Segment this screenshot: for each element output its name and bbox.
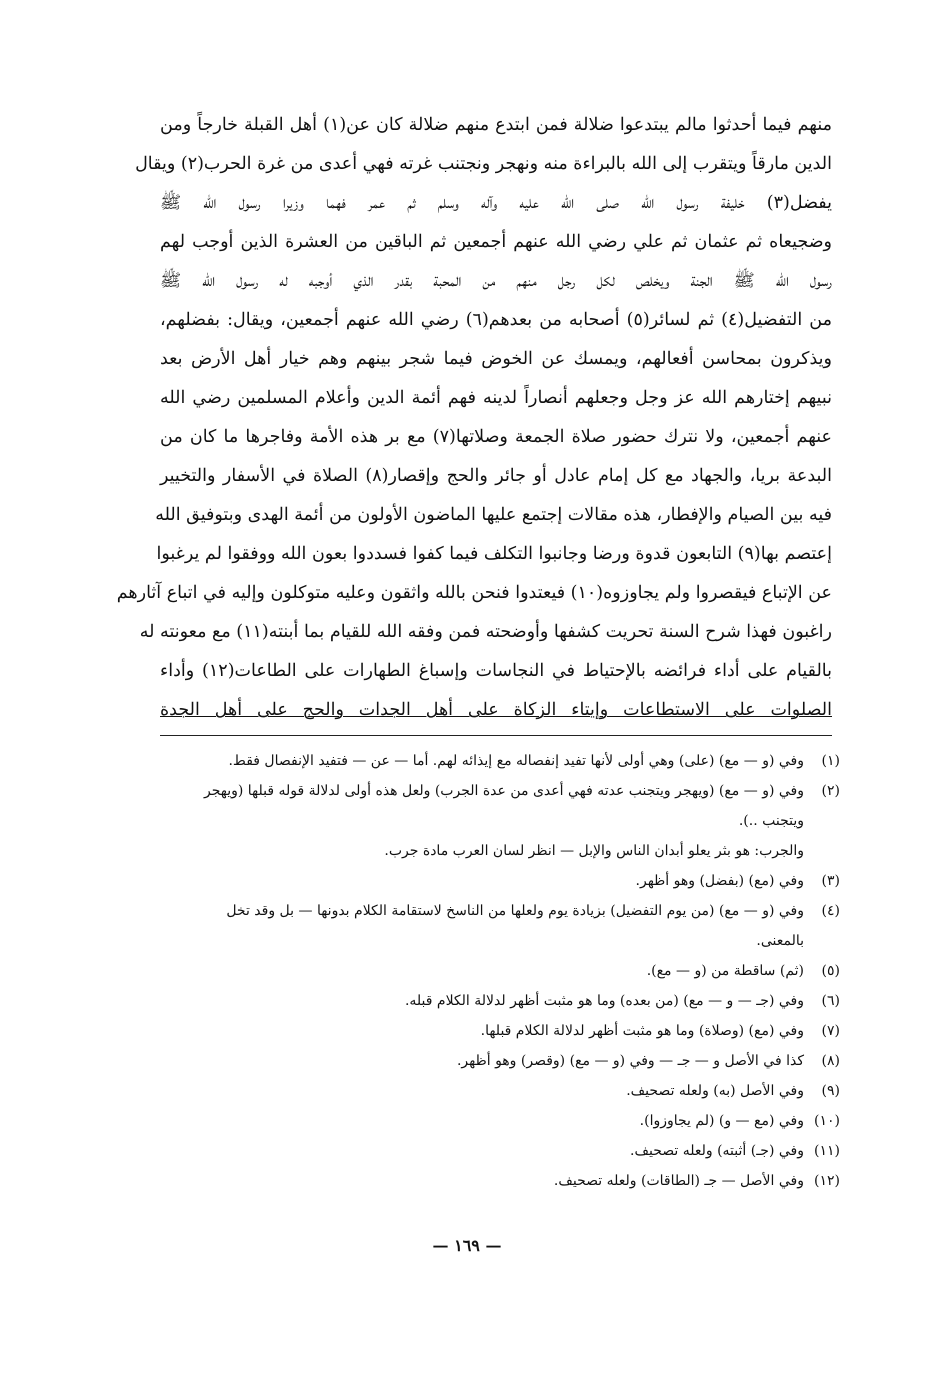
text-line: البدعة بريا، والجهاد مع كل إمام عادل أو جائر والحج وإقصار(٨) الصلاة في الأسفار والتخيير: [160, 466, 832, 486]
footnote-text: كذا في الأصل و — جـ — وفي (و — مع) (وقصر) وهو أظهر.: [456, 1053, 804, 1069]
text-line: ويذكرون بمحاسن أفعالهم، ويمسك عن الخوض فيما شجر بينهم وهم خيار أهل الأرض بعد: [160, 349, 832, 369]
footnote: [150, 1016, 840, 1046]
footnote-text: وفي (جـ — و — مع) (من بعده) وما هو مثبت أظهر لدلالة الكلام قبله.: [404, 993, 804, 1009]
footnote-number: (١٠): [814, 1113, 840, 1129]
text-line: إعتصم بها(٩) التابعون قدوة ورضا وجانبوا التكلف فيما كفوا فسددوا بعون الله ووفقوا لم يرغبوا: [156, 544, 832, 564]
text-line: الدين مارقاً ويتقرب إلى الله بالبراءة منه ونهجر ونجتنب غرته فهي أعدى من غرة الحرب(٢) ويقال: [135, 154, 832, 174]
footnote-text: وفي (مع — و) (لم يجاوزوا).: [639, 1113, 804, 1129]
footnote-text: وفي (مع) (وصلاة) وما هو مثبت أظهر لدلالة الكلام قبلها.: [480, 1023, 804, 1039]
footnote-divider: [160, 735, 832, 736]
footnote-text: وفي (جـ) أثبته) ولعله تصحيف.: [630, 1143, 804, 1159]
footnote-number: (١): [821, 753, 840, 769]
footnote-number: (٨): [821, 1053, 840, 1069]
footnote-text: وفي (و — مع) (من يوم التفضيل) بزيادة يوم ولعلها من الناسخ لاستقامة الكلام بدونها — بل وقد تخل: [226, 903, 804, 919]
text-line: نبيهم إختارهم الله عز وجل وجعلهم أنصاراً لدينه فهم أئمة الدين وأعلام المسلمين رضي الله: [160, 388, 832, 408]
footnote: [150, 1136, 840, 1166]
text-line: فيه بين الصيام والإفطار، هذه مقالات إجتمع عليها الماضون الأولون من أئمة الهدى وبتوفيق الله: [155, 505, 832, 525]
text-line: الصلوات على الاستطاعات وإيتاء الزكاة على أهل الجدات والحج على أهل الجدة: [160, 700, 832, 720]
footnote: [150, 866, 840, 896]
footnotes: [150, 746, 840, 1196]
footnote-text: (ثم) ساقطة من (و — مع).: [646, 963, 804, 979]
footnote-continuation: ويتجنب ..).: [738, 813, 804, 829]
footnote: [150, 1046, 840, 1076]
footnote-number: (٣): [821, 873, 840, 889]
text-line: يفضل(٣) خليفة رسول الله صلى الله عليه وآله وسلم ثم عمر فهما وزيرا رسول الله ﷺ: [160, 193, 832, 213]
footnote-text: وفي (و — مع) (ويهجر ويتجنب عدته فهي أعدى من عدة الجرب) ولعل هذه أولى لدلالة قوله قبلها (ويهجر: [203, 783, 804, 799]
footnote: [150, 1106, 840, 1136]
text-line: راغبون فهذا شرح السنة تحريت كشفها وأوضحته فمن وفقه الله للقيام بما أبنته(١١) مع معونته له: [139, 622, 832, 642]
footnote: [150, 1076, 840, 1106]
footnote-number: (٥): [821, 963, 840, 979]
text-line: عن الإتباع فيقصروا ولم يجاوزوه(١٠) فيعتدوا فنحن بالله واثقون وعليه متوكلون وإليه في اتباع آثارهم: [116, 583, 832, 603]
footnote: [150, 896, 840, 926]
footnote-number: (٩): [821, 1083, 840, 1099]
footnote: [150, 956, 840, 986]
text-line: رسول الله ﷺ الجنة ويخلص لكل رجل منهم من المحبة بقدر الذي أوجبه له رسول الله ﷺ: [160, 271, 832, 291]
footnote-number: (١١): [814, 1143, 840, 1159]
text-line: وضجيعاه ثم عثمان ثم علي رضي الله عنهم أجمعين ثم الباقين من العشرة الذين أوجب لهم: [160, 232, 832, 252]
footnote-text: وفي (و — مع) (على) وهي أولى لأنها تفيد إنفصاله مع إيذائه لهم. أما — عن — فتفيد الإنفصال فقط.: [228, 753, 804, 769]
footnote-text: وفي (مع) (بفضل) وهو أظهر.: [635, 873, 804, 889]
footnote-number: (٢): [821, 783, 840, 799]
footnote-continuation: بالمعنى.: [756, 933, 804, 949]
footnote: [150, 1166, 840, 1196]
footnote-continuation: والجرب: هو بثر يعلو أبدان الناس والإبل — انظر لسان العرب مادة جرب.: [384, 843, 804, 859]
footnote-number: (٧): [821, 1023, 840, 1039]
text-line: منهم فيما أحدثوا مالم يبتدعوا ضلالة فمن ابتدع منهم ضلالة كان عن(١) أهل القبلة خارجاً ومن: [160, 115, 833, 135]
text-line: من التفضيل(٤) ثم لسائر(٥) أصحابه من بعدهم(٦) رضي الله عنهم أجمعين، ويقال: بفضلهم،: [160, 310, 832, 330]
footnote-number: (٦): [821, 993, 840, 1009]
footnote: [150, 746, 840, 776]
main-text: [116, 106, 833, 730]
footnote-number: (١٢): [814, 1173, 840, 1189]
text-line: عنهم أجمعين، ولا نترك حضور صلاة الجمعة وصلاتها(٧) مع بر هذه الأمة وفاجرها ما كان من: [160, 427, 832, 447]
footnote-text: وفي الأصل (به) ولعله تصحيف.: [626, 1083, 804, 1099]
text-line: بالقيام على أداء فرائضه بالإحتياط في النجاسات وإسباغ الطهارات على الطاعات(١٢) وأداء: [160, 661, 832, 681]
footnote: [150, 986, 840, 1016]
footnote-number: (٤): [821, 903, 840, 919]
footnote-text: وفي الأصل — جـ (الطاقات) ولعله تصحيف.: [553, 1173, 804, 1189]
page-number: — ١٦٩ —: [432, 1236, 502, 1255]
footnote: [150, 776, 840, 806]
